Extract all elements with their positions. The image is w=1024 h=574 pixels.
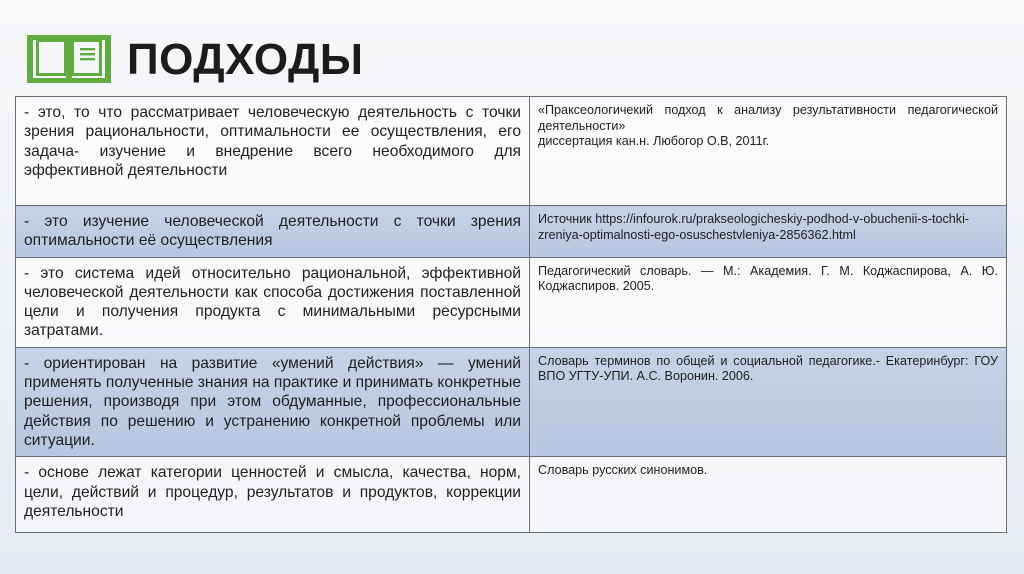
table-row (16, 347, 1007, 456)
source-line: Педагогический словарь. — М.: Академия. Г. М. Коджаспирова, А. Ю. Коджаспиров. 2005. (538, 263, 998, 294)
definition-cell: - это, то что рассматривает человеческую деятельность с точки зрения рациональности, оптимальности ее осуществления, его задача- изучение и внедрение всего необходимого для эффективной деятельности (16, 97, 530, 206)
open-book-icon (25, 29, 113, 85)
page-title: ПОДХОДЫ (127, 35, 364, 84)
source-cell (530, 206, 1007, 258)
source-line: «Праксеологичекий подход к анализу результативности педагогической деятельности» (538, 103, 998, 133)
source-cell (530, 457, 1007, 533)
source-line: диссертация кан.н. Любогор О.В, 2011г. (538, 134, 770, 149)
definition-cell: - это изучение человеческой деятельности с точки зрения оптимальности её осуществления (16, 206, 530, 258)
definition-cell: - ориентирован на развитие «умений действия» — умений применять полученные знания на практике и принимать конкретные решения, производя при этом обдуманные, профессиональные действия по решению и устранению конкретной проблемы или ситуации. (16, 347, 530, 456)
definition-cell: - это система идей относительно рациональной, эффективной человеческой деятельности как способа достижения поставленной цели и получения продукта с минимальными ресурсными затратами. (16, 257, 530, 347)
table-row (16, 206, 1007, 258)
source-cell (530, 97, 1007, 206)
table-row (16, 97, 1007, 206)
table-row (16, 457, 1007, 533)
definition-cell: - основе лежат категории ценностей и смысла, качества, норм, цели, действий и процедур, результатов и продуктов, коррекции деятельности (16, 457, 530, 533)
source-cell (530, 347, 1007, 456)
source-line: Словарь терминов по общей и социальной педагогике.- Екатеринбург: ГОУ ВПО УГТУ-УПИ. А.С. Воронин. 2006. (538, 353, 998, 384)
source-link[interactable]: Источник https://infourok.ru/prakseologicheskiy-podhod-v-obuchenii-s-tochki-zreniya-optimalnosti-ego-osuschestvleniya-2856362.html (538, 212, 970, 242)
source-line: Словарь русских синонимов. (538, 463, 708, 478)
source-cell (530, 257, 1007, 347)
table-row (16, 257, 1007, 347)
approaches-table (15, 96, 1007, 533)
